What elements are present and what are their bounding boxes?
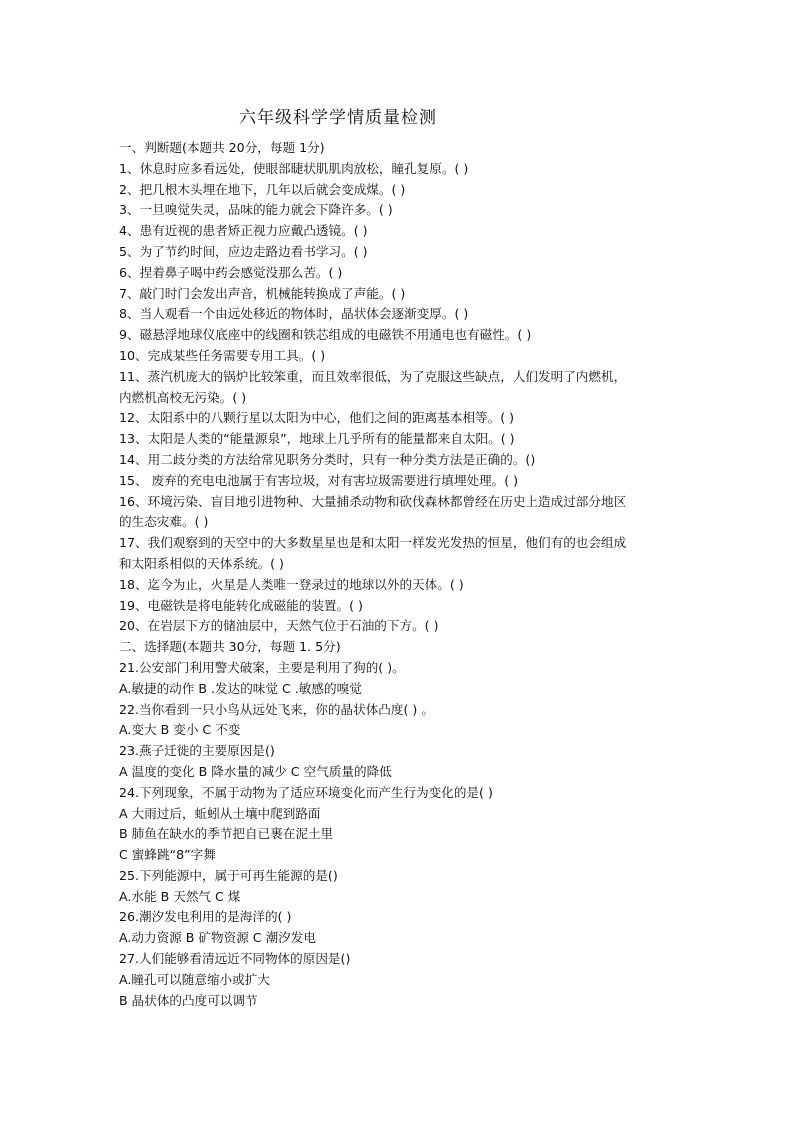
text-line: 16、环境污染、盲目地引进物种、大量捕杀动物和砍伐森林都曾经在历史上造成过部分地区 xyxy=(119,493,627,509)
text-line: B 晶状体的凸度可以调节 xyxy=(119,992,258,1008)
text-line: A.水能 B 天然气 C 煤 xyxy=(119,888,241,904)
text-line: 9、磁悬浮地球仪底座中的线圈和铁芯组成的电磁铁不用通电也有磁性。( ) xyxy=(119,327,532,343)
text-line: 1、休息时应多看远处，使眼部睫状肌肌肉放松，瞳孔复原。( ) xyxy=(119,160,469,176)
text-line: A.动力资源 B 矿物资源 C 潮汐发电 xyxy=(119,930,316,946)
text-line: 4、患有近视的患者矫正视力应戴凸透镜。( ) xyxy=(119,223,368,239)
text-line: 12、太阳系中的八颗行星以太阳为中心，他们之间的距离基本相等。( ) xyxy=(119,410,515,426)
text-line: 内燃机高校无污染。( ) xyxy=(119,389,247,405)
exam-content xyxy=(119,138,679,1011)
text-line: 19、电磁铁是将电能转化成磁能的装置。( ) xyxy=(119,597,363,613)
text-line: 的生态灾难。( ) xyxy=(119,514,209,530)
text-line: 25.下列能源中，属于可再生能源的是() xyxy=(119,867,338,883)
text-line: 8、当人观看一个由远处移近的物体时，晶状体会逐渐变厚。( ) xyxy=(119,306,469,322)
text-line: 15、 废弃的充电电池属于有害垃圾，对有害垃圾需要进行填埋处理。( ) xyxy=(119,472,519,488)
text-line: 23.燕子迁徙的主要原因是() xyxy=(119,743,275,759)
text-line: 20、在岩层下方的储油层中，天然气位于石油的下方。( ) xyxy=(119,618,439,634)
text-line: 11、蒸汽机庞大的锅炉比较笨重，而且效率很低，为了克服这些缺点，人们发明了内燃机， xyxy=(119,368,627,384)
text-line: 14、用二歧分类的方法给常见职务分类时，只有一种分类方法是正确的。() xyxy=(119,451,536,467)
text-line: 10、完成某些任务需要专用工具。( ) xyxy=(119,347,326,363)
text-line: 二、选择题(本题共 30分，每题 1. 5分) xyxy=(119,639,341,655)
text-line: 18、迄今为止，火星是人类唯一登录过的地球以外的天体。( ) xyxy=(119,576,464,592)
text-line: 26.潮汐发电利用的是海洋的( ) xyxy=(119,909,292,925)
text-line: A.变大 B 变小 C 不变 xyxy=(119,722,241,738)
text-line: 22.当你看到一只小鸟从远处飞来，你的晶状体凸度( ) 。 xyxy=(119,701,434,717)
text-line: 21.公安部门利用警犬破案，主要是利用了狗的( )。 xyxy=(119,659,405,675)
text-line: C 蜜蜂跳“8”字舞 xyxy=(119,847,216,863)
text-line: 24.下列现象，不属于动物为了适应环境变化而产生行为变化的是( ) xyxy=(119,784,493,800)
text-line: 5、为了节约时间，应边走路边看书学习。( ) xyxy=(119,243,368,259)
text-line: B 肺鱼在缺水的季节把自已裹在泥土里 xyxy=(119,826,334,842)
text-line: 3、一旦嗅觉失灵，品味的能力就会下降许多。( ) xyxy=(119,202,393,218)
text-line: 13、太阳是人类的“能量源泉”，地球上几乎所有的能量都来自太阳。( ) xyxy=(119,431,515,447)
text-line: 27.人们能够看清远近不同物体的原因是() xyxy=(119,951,351,967)
page-title: 六年级科学学情质量检测 xyxy=(239,108,437,128)
text-line: 6、捏着鼻子喝中药会感觉没那么苦。( ) xyxy=(119,264,343,280)
text-line: 2、把几根木头埋在地下，几年以后就会变成煤。( ) xyxy=(119,181,406,197)
text-line: 一、判断题(本题共 20分，每题 1分) xyxy=(119,140,325,155)
text-line: A.敏捷的动作 B .发达的味觉 C .敏感的嗅觉 xyxy=(119,680,362,696)
text-line: 和太阳系相似的天体系统。( ) xyxy=(119,555,284,571)
text-line: 17、我们观察到的天空中的大多数星星也是和太阳一样发光发热的恒星，他们有的也会组成 xyxy=(119,535,627,551)
text-line: 7、敲门时门会发出声音，机械能转换成了声能。( ) xyxy=(119,285,406,301)
text-line: A 温度的变化 B 降水量的减少 C 空气质量的降低 xyxy=(119,763,392,779)
text-line: A.瞳孔可以随意缩小或扩大 xyxy=(119,971,270,987)
text-line: A 大雨过后，蚯蚓从土壤中爬到路面 xyxy=(119,805,321,821)
